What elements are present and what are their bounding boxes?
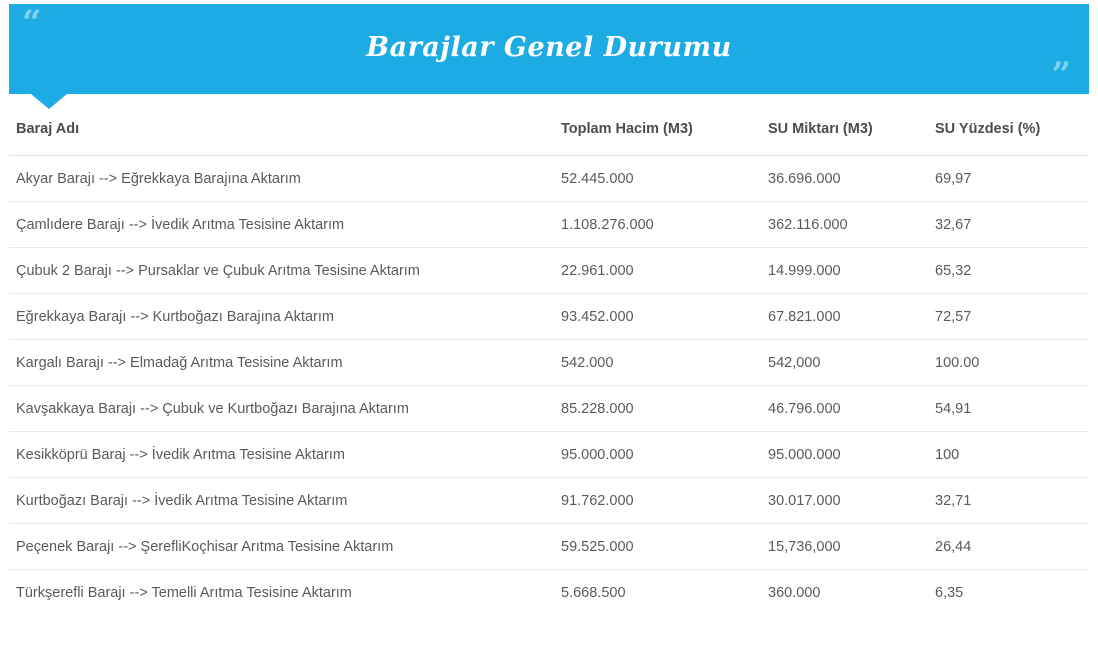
cell-water-percent: 6,35 [935,585,964,601]
cell-total-volume: 5.668.500 [561,585,626,601]
cell-total-volume: 1.108.276.000 [561,202,768,248]
table-row [9,524,1089,570]
cell-water-percent: 72,57 [935,294,1089,340]
cell-dam-name: Kavşakkaya Barajı --> Çubuk ve Kurtboğazı Barajına Aktarım [9,386,561,432]
column-header-dam-name: Baraj Adı [9,121,561,156]
cell-water-amount: 95.000.000 [768,432,935,478]
table-row [9,202,1089,248]
cell-total-volume: 93.452.000 [561,294,768,340]
table-row [9,340,1089,386]
table-row [9,478,1089,524]
cell-water-amount: 46.796.000 [768,386,935,432]
cell-water-percent: 26,44 [935,524,1089,570]
dams-table [9,121,1089,615]
cell-water-percent: 54,91 [935,386,1089,432]
cell-dam-name: Çamlıdere Barajı --> İvedik Arıtma Tesisine Aktarım [9,202,561,248]
banner-body [9,4,1089,94]
table-row [9,294,1089,340]
page-root [0,4,1098,665]
table-body [9,156,1089,616]
cell-water-amount: 14.999.000 [768,248,935,294]
cell-water-percent: 69,97 [935,156,1089,202]
cell-dam-name: Akyar Barajı --> Eğrekkaya Barajına Aktarım [9,156,561,202]
cell-total-volume: 52.445.000 [561,156,768,202]
column-header-total-volume: Toplam Hacim (M3) [561,121,768,156]
table-header-row [9,121,1089,156]
cell-dam-name: Peçenek Barajı --> ŞerefliKoçhisar Arıtma Tesisine Aktarım [9,524,561,570]
quote-open-icon: “ [22,3,42,43]
column-header-water-percent: SU Yüzdesi (%) [935,121,1089,156]
cell-dam-name: Türkşerefli Barajı --> Temelli Arıtma Tesisine Aktarım [16,585,352,601]
cell-dam-name: Kesikköprü Baraj --> İvedik Arıtma Tesisine Aktarım [9,432,561,478]
table-header [9,121,1089,156]
table-row [9,248,1089,294]
quote-close-icon: ” [1051,55,1071,95]
header-banner [9,4,1089,94]
banner-pointer-icon [31,94,67,109]
table-row [9,156,1089,202]
cell-water-amount: 362.116.000 [768,202,935,248]
table-row [9,432,1089,478]
cell-water-percent: 32,67 [935,202,1089,248]
cell-total-volume: 542.000 [561,340,768,386]
cell-water-percent: 100 [935,432,1089,478]
cell-water-percent: 100.00 [935,340,1089,386]
cell-total-volume: 59.525.000 [561,524,768,570]
cell-total-volume: 22.961.000 [561,248,768,294]
cell-dam-name: Çubuk 2 Barajı --> Pursaklar ve Çubuk Arıtma Tesisine Aktarım [9,248,561,294]
table-row [9,570,1089,616]
column-header-water-amount: SU Miktarı (M3) [768,121,935,156]
cell-total-volume: 85.228.000 [561,386,768,432]
cell-dam-name: Kurtboğazı Barajı --> İvedik Arıtma Tesisine Aktarım [9,478,561,524]
dams-table-container [9,121,1089,615]
cell-water-amount: 36.696.000 [768,156,935,202]
cell-water-amount: 67.821.000 [768,294,935,340]
cell-water-percent: 65,32 [935,248,1089,294]
page-title: Barajlar Genel Durumu [366,31,732,63]
cell-water-amount: 15,736,000 [768,524,935,570]
cell-dam-name: Eğrekkaya Barajı --> Kurtboğazı Barajına Aktarım [9,294,561,340]
cell-water-amount: 360.000 [768,585,821,601]
cell-total-volume: 91.762.000 [561,478,768,524]
table-row [9,386,1089,432]
cell-water-amount: 30.017.000 [768,478,935,524]
cell-water-percent: 32,71 [935,478,1089,524]
cell-water-amount: 542,000 [768,340,935,386]
cell-total-volume: 95.000.000 [561,432,768,478]
cell-dam-name: Kargalı Barajı --> Elmadağ Arıtma Tesisine Aktarım [9,340,561,386]
